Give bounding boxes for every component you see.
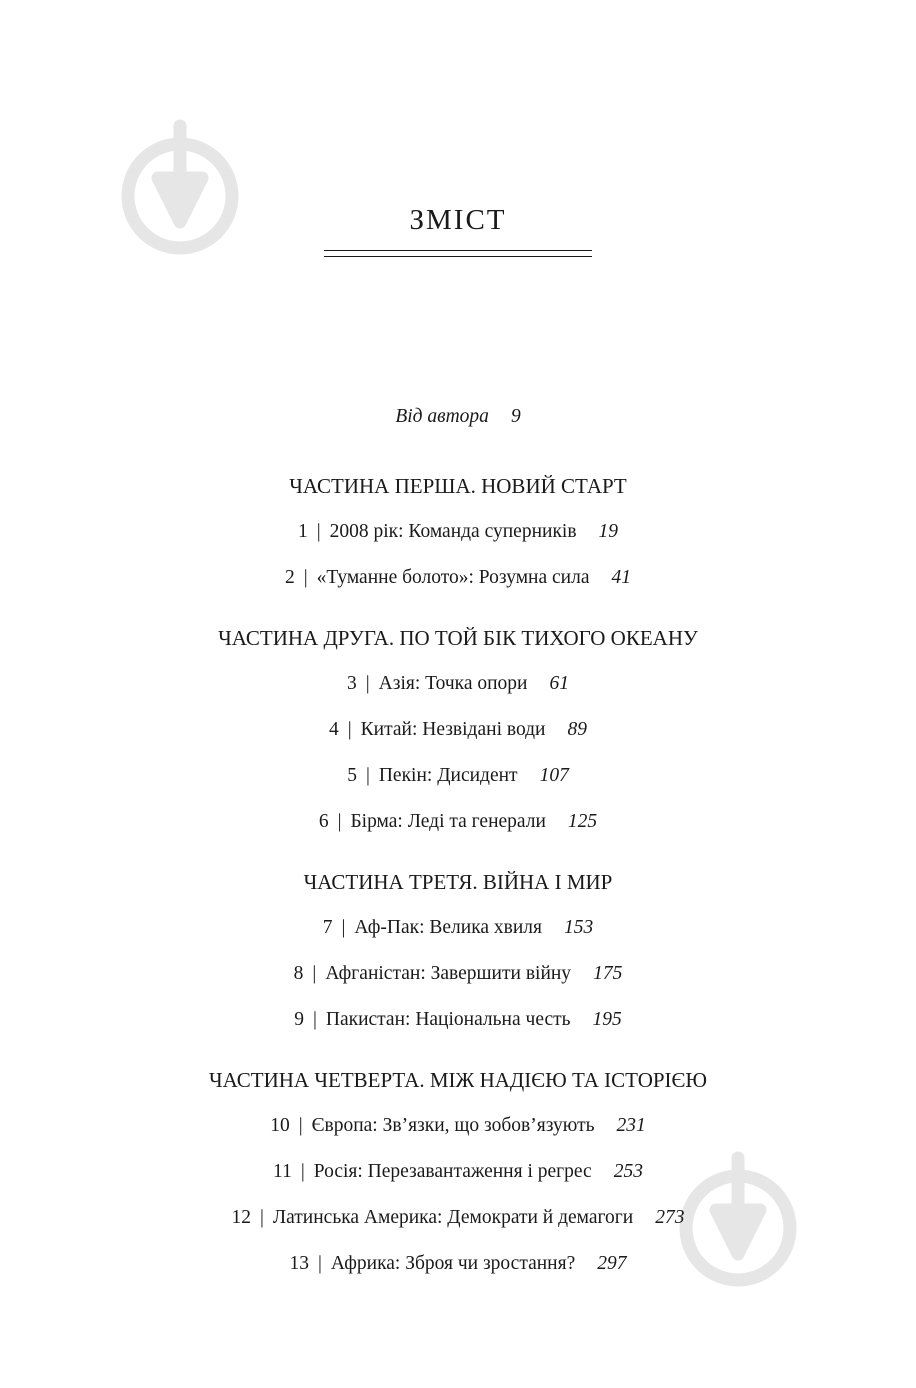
toc-chapter-number: 7 (322, 917, 333, 938)
toc-page-number: 297 (597, 1253, 627, 1274)
page-title: ЗМІСТ (409, 204, 507, 236)
toc-page-number: 107 (539, 765, 569, 786)
toc-part-heading[interactable]: ЧАСТИНА ДРУГА. ПО ТОЙ БІК ТИХОГО ОКЕАНУ (218, 626, 698, 650)
toc-chapter-title: Аф-Пак: Велика хвиля (354, 917, 542, 938)
toc-chapter-title: Африка: Зброя чи зростання? (330, 1253, 576, 1274)
toc-part-heading[interactable]: ЧАСТИНА ЧЕТВЕРТА. МІЖ НАДІЄЮ ТА ІСТОРІЄЮ (209, 1068, 707, 1092)
toc-page-number: 9 (510, 406, 521, 427)
toc-chapter-entry[interactable] (0, 963, 916, 985)
toc-chapter-entry[interactable] (0, 811, 916, 833)
toc-chapter-number: 5 (347, 765, 357, 786)
toc-chapter-entry[interactable] (0, 673, 916, 695)
toc-part-heading[interactable]: ЧАСТИНА ТРЕТЯ. ВІЙНА І МИР (303, 870, 613, 894)
toc-intro-entry[interactable] (0, 406, 916, 428)
toc-part-heading[interactable]: ЧАСТИНА ПЕРША. НОВИЙ СТАРТ (289, 474, 627, 498)
toc-chapter-entry[interactable] (0, 567, 916, 589)
toc-chapter-entry[interactable] (0, 1009, 916, 1031)
toc-chapter-title: Росія: Перезавантаження і регрес (313, 1161, 592, 1182)
toc-page-number: 41 (611, 567, 631, 588)
toc-chapter-entry[interactable] (0, 765, 916, 787)
toc-separator: | (312, 963, 317, 984)
toc-page-number: 89 (567, 719, 587, 740)
toc-chapter-title: Пакистан: Національна честь (325, 1009, 571, 1030)
title-underline (324, 256, 592, 257)
toc-separator: | (298, 1115, 303, 1136)
toc-chapter-title: 2008 рік: Команда суперників (329, 521, 577, 542)
toc-chapter-number: 4 (329, 719, 339, 740)
toc-chapter-entry[interactable] (0, 1115, 916, 1137)
toc-separator: | (347, 719, 352, 740)
toc-intro-label: Від автора (395, 406, 489, 427)
down-arrow-circle-icon (118, 116, 242, 266)
toc-separator: | (259, 1207, 264, 1228)
toc-chapter-title: Китай: Незвідані води (360, 719, 546, 740)
toc-chapter-number: 13 (289, 1253, 309, 1274)
toc-chapter-number: 3 (347, 673, 357, 694)
toc-chapter-entry[interactable] (0, 521, 916, 543)
toc-chapter-entry[interactable] (0, 1161, 916, 1183)
toc-chapter-title: «Туманне болото»: Розумна сила (316, 567, 590, 588)
toc-chapter-number: 8 (293, 963, 304, 984)
toc-chapter-title: Афганістан: Завершити війну (325, 963, 572, 984)
toc-separator: | (312, 1009, 317, 1030)
toc-chapter-number: 2 (285, 567, 295, 588)
toc-chapter-entry[interactable] (0, 719, 916, 741)
toc-chapter-title: Азія: Точка опори (378, 673, 528, 694)
toc-page-number: 195 (592, 1009, 622, 1030)
title-underline (324, 250, 592, 251)
toc-page-number: 273 (655, 1207, 685, 1228)
toc-page-number: 175 (593, 963, 623, 984)
toc-chapter-number: 1 (297, 521, 308, 542)
toc-separator: | (316, 521, 321, 542)
toc-separator: | (318, 1253, 322, 1274)
toc-separator: | (365, 673, 370, 694)
toc-chapter-number: 10 (270, 1115, 290, 1136)
toc-page-number: 19 (598, 521, 619, 542)
toc-page-number: 153 (564, 917, 594, 938)
toc-chapter-title: Бірма: Леді та генерали (350, 811, 546, 832)
toc-chapter-entry[interactable] (0, 917, 916, 939)
toc-page-number: 231 (616, 1115, 646, 1136)
toc-page-number: 253 (613, 1161, 643, 1182)
toc-chapter-title: Пекін: Дисидент (378, 765, 518, 786)
toc-separator: | (341, 917, 346, 938)
toc-chapter-entry[interactable] (0, 1207, 916, 1229)
toc-chapter-number: 9 (294, 1009, 304, 1030)
toc-chapter-number: 12 (231, 1207, 251, 1228)
toc-separator: | (337, 811, 342, 832)
toc-chapter-number: 11 (273, 1161, 292, 1182)
toc-separator: | (300, 1161, 305, 1182)
toc-page-number: 125 (567, 811, 598, 832)
toc-separator: | (365, 765, 370, 786)
toc-page-number: 61 (549, 673, 569, 694)
toc-chapter-title: Латинська Америка: Демократи й демагоги (272, 1207, 634, 1228)
toc-chapter-title: Європа: Зв’язки, що зобов’язують (311, 1115, 595, 1136)
toc-chapter-number: 6 (318, 811, 329, 832)
toc-chapter-entry[interactable] (0, 1253, 916, 1275)
toc-separator: | (303, 567, 308, 588)
